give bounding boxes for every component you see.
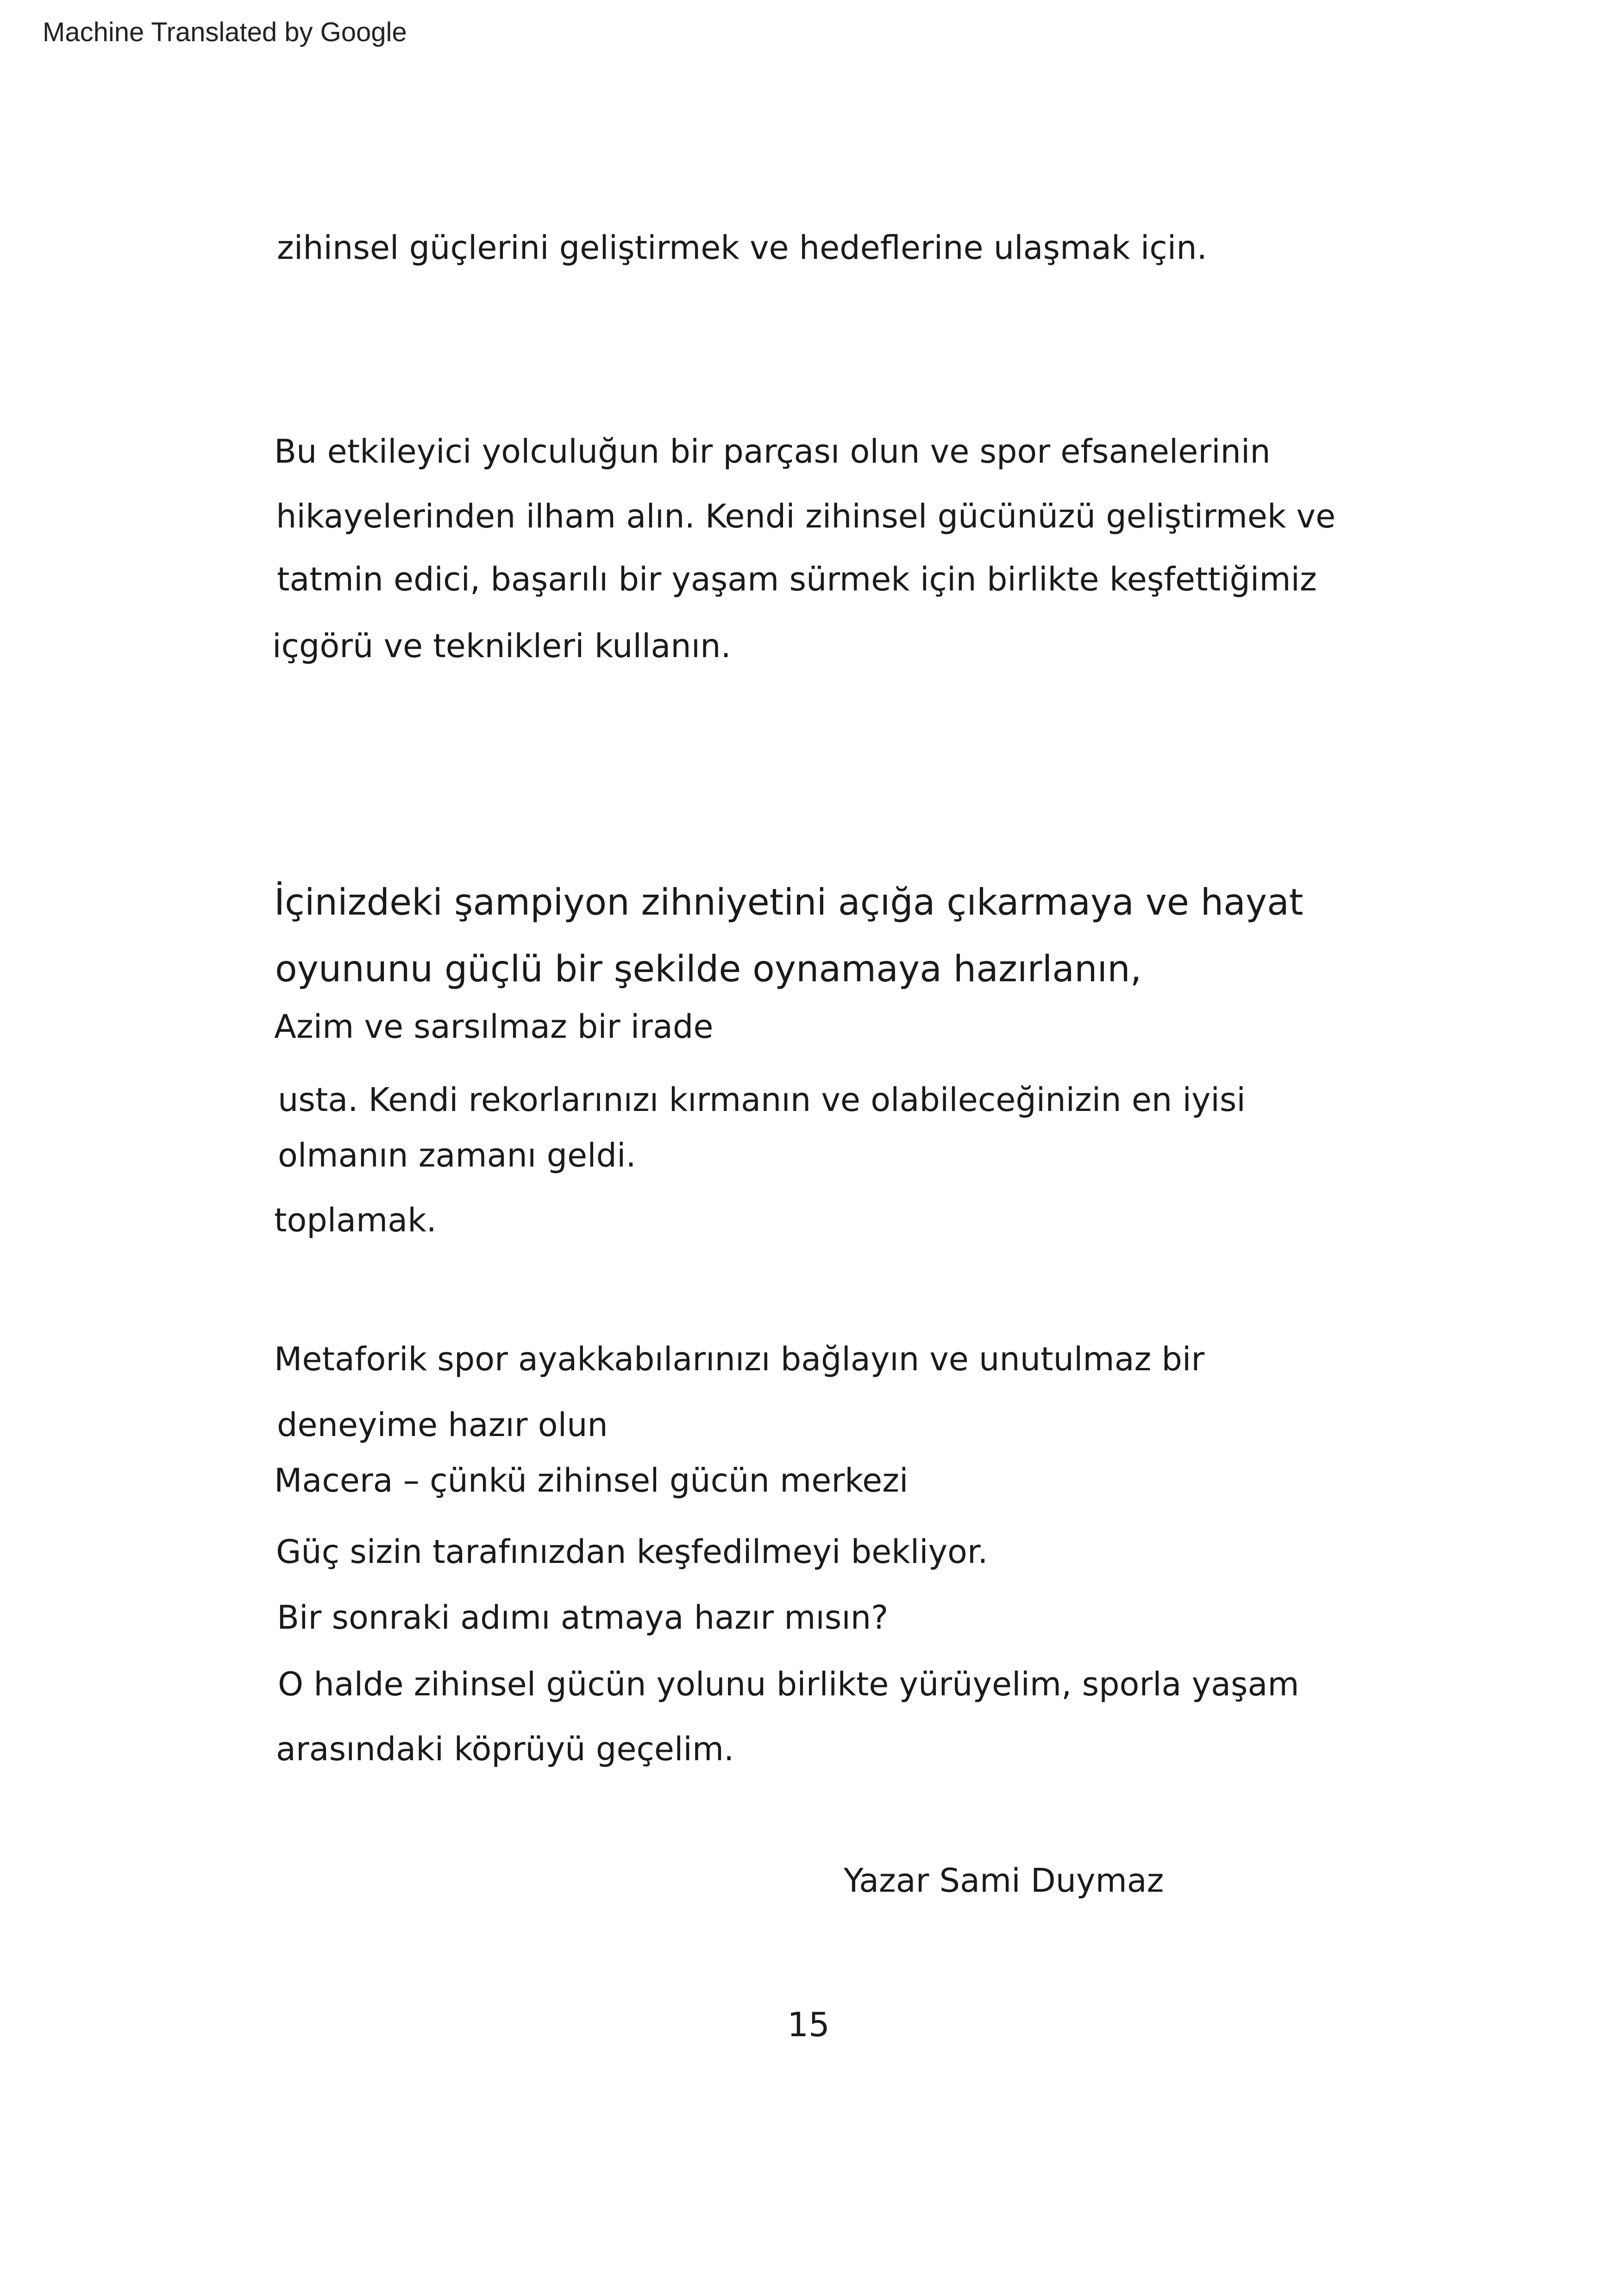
paragraph-4-line-3: Macera – çünkü zihinsel gücün merkezi	[274, 1462, 909, 1499]
paragraph-4-line-1: Metaforik spor ayakkabılarınızı bağlayın ve unutulmaz bir	[274, 1340, 1205, 1378]
paragraph-3-line-3: Azim ve sarsılmaz bir irade	[274, 1008, 714, 1046]
paragraph-1-line-1: zihinsel güçlerini geliştirmek ve hedeflerine ulaşmak için.	[277, 229, 1207, 267]
paragraph-3-line-4: usta. Kendi rekorlarınızı kırmanın ve olabileceğinizin en iyisi	[278, 1081, 1246, 1119]
paragraph-2-line-4: içgörü ve teknikleri kullanın.	[272, 627, 731, 665]
paragraph-3-line-5: olmanın zamanı geldi.	[278, 1136, 636, 1174]
page-number: 15	[787, 2005, 830, 2044]
machine-translation-banner: Machine Translated by Google	[43, 17, 407, 47]
paragraph-4-line-4: Güç sizin tarafınızdan keşfedilmeyi bekliyor.	[276, 1533, 988, 1571]
paragraph-4-line-5: Bir sonraki adımı atmaya hazır mısın?	[277, 1599, 889, 1637]
paragraph-4-line-2: deneyime hazır olun	[277, 1406, 608, 1444]
paragraph-2-line-3: tatmin edici, başarılı bir yaşam sürmek için birlikte keşfettiğimiz	[277, 560, 1317, 598]
paragraph-3-line-6: toplamak.	[274, 1201, 437, 1239]
paragraph-4-line-7: arasındaki köprüyü geçelim.	[276, 1730, 734, 1768]
paragraph-2-line-2: hikayelerinden ilham alın. Kendi zihinsel gücünüzü geliştirmek ve	[276, 497, 1336, 535]
paragraph-3-line-1: İçinizdeki şampiyon zihniyetini açığa çıkarmaya ve hayat	[274, 882, 1304, 923]
paragraph-3-line-2: oyununu güçlü bir şekilde oynamaya hazırlanın,	[275, 948, 1142, 990]
author-signature: Yazar Sami Duymaz	[844, 1862, 1164, 1900]
paragraph-4-line-6: O halde zihinsel gücün yolunu birlikte yürüyelim, sporla yaşam	[278, 1665, 1299, 1703]
paragraph-2-line-1: Bu etkileyici yolculuğun bir parçası olun ve spor efsanelerinin	[274, 433, 1271, 470]
